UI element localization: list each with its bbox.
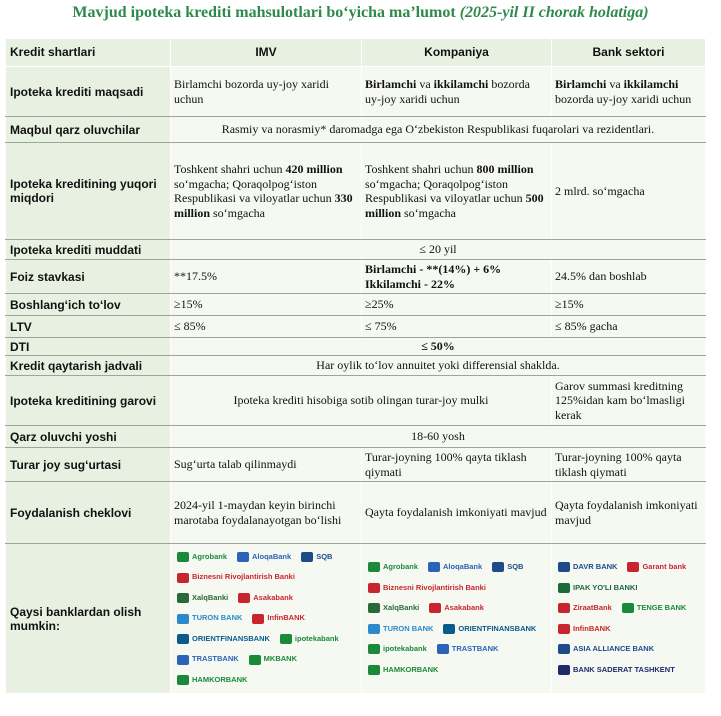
bank-logo [252,611,305,626]
bank-name: IPAK YO'LI BANKI [573,582,638,592]
limit-imv: 2024-yil 1-maydan keyin birinchi marotaba foydalanayotgan boʻlishi [171,482,362,544]
infinbank-logo [252,614,264,624]
bank-name: InfinBANK [573,623,611,633]
bank-logo [177,570,295,585]
banks-company [362,544,552,694]
dti-value: ≤ 50% [171,338,706,356]
schedule-value: Har oylik toʻlov annuitet yoki differensial shaklda. [171,356,706,376]
ltv-bank: ≤ 85% gacha [552,316,706,338]
row-banks [6,544,706,694]
bank-logo [177,632,270,647]
bank-name: Biznesni Rivojlantirish Banki [192,572,295,582]
bank-logo [443,622,536,637]
turonbank-logo [368,624,380,634]
row-insurance [6,448,706,482]
bank-logo [177,591,228,606]
label-schedule: Kredit qaytarish jadvali [6,356,171,376]
purpose-imv: Birlamchi bozorda uy-joy xaridi uchun [171,67,362,117]
row-ltv [6,316,706,338]
xalqbanki-logo [177,593,189,603]
bank-logo [558,642,654,657]
banks-imv [171,544,362,694]
row-rate [6,260,706,294]
ltv-company: ≤ 75% [362,316,552,338]
bank-logo [627,560,686,575]
bank-logo [177,550,227,565]
bank-name: Agrobank [383,562,419,571]
rate-company: Birlamchi - **(14%) + 6% Ikkilamchi - 22% [362,260,552,294]
limit-bank: Qayta foydalanish imkoniyati mavjud [552,482,706,544]
bank-name: ipotekabank [383,644,427,653]
row-purpose [6,67,706,117]
bank-logo [558,663,675,678]
asakabank-logo [238,593,250,603]
label-banks: Qaysi banklardan olish mumkin: [6,544,171,694]
bank-name: HAMKORBANK [192,674,248,684]
label-term: Ipoteka krediti muddati [6,240,171,260]
bank-name: TURON BANK [192,613,243,623]
bank-name: Biznesni Rivojlantirish Banki [383,582,486,592]
bank-logo [492,560,523,575]
hamkorbank-logo [177,675,189,685]
max-amount-company: Toshkent shahri uchun 800 million soʻmgacha; Qoraqolpogʻiston Respublikasi va viloyatlar uchun 500 million soʻmgacha [362,143,552,240]
header-bank-sector: Bank sektori [552,39,706,67]
insurance-imv: Sugʻurta talab qilinmaydi [171,448,362,482]
bank-name: XalqBanki [383,603,420,612]
bank-name: AloqaBank [443,562,483,571]
bank-logo [280,632,339,647]
sqb-logo [301,552,313,562]
bank-logo [428,560,482,575]
orientfinans-logo [177,634,189,644]
saderat-logo [558,665,570,675]
limit-company: Qayta foydalanish imkoniyati mavjud [362,482,552,544]
brb-logo [177,573,189,583]
label-limit: Foydalanish cheklovi [6,482,171,544]
purpose-company: Birlamchi va ikkilamchi bozorda uy-joy xaridi uchun [362,67,552,117]
bank-name: ORIENTFINANSBANK [192,633,270,643]
row-down-payment [6,294,706,316]
label-max-amount: Ipoteka kreditining yuqori miqdori [6,143,171,240]
down-company: ≥25% [362,294,552,316]
agrobank-logo [368,562,380,572]
bank-name: InfinBANK [267,613,305,623]
title-main: Mavjud ipoteka krediti mahsulotlari boʻyicha maʼlumot [72,4,456,21]
bank-logo [177,611,242,626]
bank-name: TRASTBANK [451,644,499,653]
label-borrowers: Maqbul qarz oluvchilar [6,117,171,143]
bank-logo [368,581,486,596]
bank-name: ORIENTFINANSBANK [458,623,537,633]
bank-logo [368,601,419,616]
age-value: 18-60 yosh [171,426,706,448]
max-amount-bank: 2 mlrd. soʻmgacha [552,143,706,240]
title-sub: (2025-yil II chorak holatiga) [459,4,649,21]
garantbank-logo [627,562,639,572]
bank-name: SQB [316,551,333,561]
bank-logo [368,663,438,678]
bank-logo [249,652,297,667]
bank-name: Garant bank [642,562,687,571]
term-value: ≤ 20 yil [171,240,706,260]
orientfinans-logo [443,624,455,634]
down-bank: ≥15% [552,294,706,316]
bank-name: AloqaBank [252,551,292,561]
hamkorbank-logo [368,665,380,675]
davrbank-logo [558,562,570,572]
ipotekabank-logo [368,644,380,654]
bank-name: ZiraatBank [573,603,612,612]
bank-name: SQB [507,562,524,571]
header-company: Kompaniya [362,39,552,67]
banks-bank-sector [552,544,706,694]
down-imv: ≥15% [171,294,362,316]
tengebank-logo [622,603,634,613]
row-term [6,240,706,260]
bank-name: TRASTBANK [192,654,239,664]
bank-logo [558,622,611,637]
mkbank-logo [249,655,261,665]
row-limit [6,482,706,544]
max-amount-imv: Toshkent shahri uchun 420 million soʻmgacha; Qoraqolpogʻiston Respublikasi va viloyatlar uchun 330 million soʻmgacha [171,143,362,240]
ziraatbank-logo [558,603,570,613]
label-ltv: LTV [6,316,171,338]
label-rate: Foiz stavkasi [6,260,171,294]
row-max-amount [6,143,706,240]
bank-logo [238,591,293,606]
row-schedule [6,356,706,376]
ltv-imv: ≤ 85% [171,316,362,338]
label-purpose: Ipoteka krediti maqsadi [6,67,171,117]
bank-name: Asakabank [444,603,484,612]
asakabank-logo [429,603,441,613]
bank-logo [368,642,427,657]
bank-logo [237,550,291,565]
purpose-bank: Birlamchi va ikkilamchi bozorda uy-joy xaridi uchun [552,67,706,117]
header-imv: IMV [171,39,362,67]
collateral-value: Ipoteka krediti hisobiga sotib olingan turar-joy mulki [171,376,552,426]
bank-logo [622,601,687,616]
page-title [0,4,721,30]
label-age: Qarz oluvchi yoshi [6,426,171,448]
ipotekabank-logo [280,634,292,644]
mortgage-comparison-table [5,38,706,694]
bank-logo [301,550,332,565]
xalqbanki-logo [368,603,380,613]
borrowers-value: Rasmiy va norasmiy* daromadga ega Oʻzbekiston Respublikasi fuqarolari va rezidentlari. [171,117,706,143]
ipakyuli-logo [558,583,570,593]
trastbank-logo [437,644,449,654]
label-down-payment: Boshlangʻich toʻlov [6,294,171,316]
trastbank-logo [177,655,189,665]
aloqabank-logo [237,552,249,562]
bank-name: XalqBanki [192,592,229,602]
insurance-company: Turar-joyning 100% qayta tiklash qiymati [362,448,552,482]
bank-name: HAMKORBANK [383,664,439,674]
bank-logo [558,581,637,596]
bank-logo [177,652,239,667]
header-conditions: Kredit shartlari [6,39,171,67]
bank-name: TURON BANK [383,623,434,633]
header-row [6,39,706,67]
brb-logo [368,583,380,593]
collateral-bank: Garov summasi kreditning 125%idan kam boʻlmasligi kerak [552,376,706,426]
bank-name: Agrobank [192,551,228,561]
row-age [6,426,706,448]
sqb-logo [492,562,504,572]
bank-logo [558,560,617,575]
insurance-bank: Turar-joyning 100% qayta tiklash qiymati [552,448,706,482]
row-collateral [6,376,706,426]
turonbank-logo [177,614,189,624]
bank-logo [558,601,612,616]
bank-name: TENGE BANK [636,603,687,612]
row-dti [6,338,706,356]
bank-name: MKBANK [263,654,298,664]
agrobank-logo [177,552,189,562]
bank-name: DAVR BANK [573,562,618,571]
bank-logo [368,622,433,637]
rate-bank: 24.5% dan boshlab [552,260,706,294]
label-dti: DTI [6,338,171,356]
bank-logo [177,673,247,688]
bank-name: ASIA ALLIANCE BANK [573,644,655,653]
bank-logo [437,642,499,657]
rate-imv: **17.5% [171,260,362,294]
bank-name: BANK SADERAT TASHKENT [573,664,675,674]
bank-logo [368,560,418,575]
row-borrowers [6,117,706,143]
label-insurance: Turar joy sugʻurtasi [6,448,171,482]
infinbank-logo [558,624,570,634]
bank-name: ipotekabank [294,633,339,643]
label-collateral: Ipoteka kreditining garovi [6,376,171,426]
asiaalliance-logo [558,644,570,654]
bank-name: Asakabank [253,592,293,602]
bank-logo [429,601,484,616]
aloqabank-logo [428,562,440,572]
